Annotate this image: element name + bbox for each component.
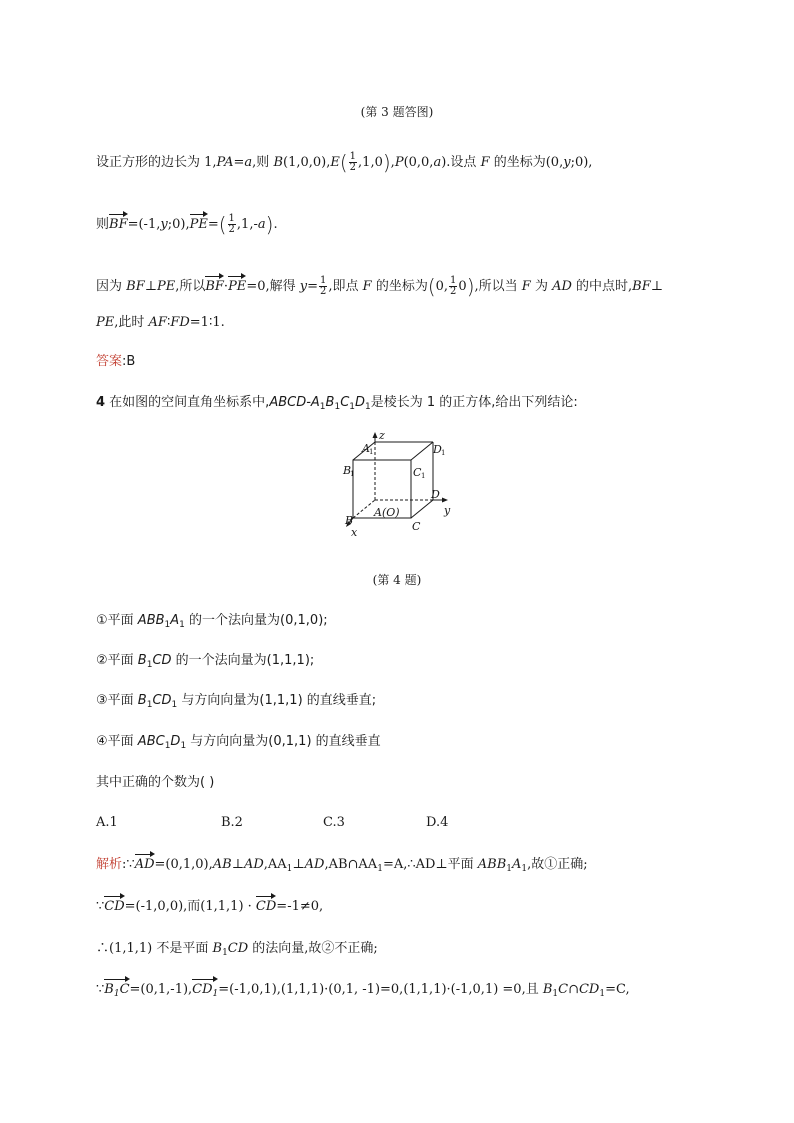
text: ,此时 [114, 315, 149, 330]
text: ,所以当 [474, 279, 522, 294]
text: ,1,- [236, 217, 258, 232]
label-c: C [412, 520, 421, 533]
answer-line [96, 353, 135, 371]
vector-bf: BF [205, 279, 224, 294]
text: = [307, 279, 319, 294]
point-b: B [273, 155, 283, 170]
option-b: B.2 [221, 815, 243, 830]
option-c: C.3 [323, 815, 345, 830]
analysis-label: 解析 [96, 857, 123, 872]
seg-pe: PE [156, 279, 176, 294]
text: . [273, 217, 278, 232]
text: ;0), [570, 155, 593, 170]
seg-bf: BF [632, 279, 651, 294]
text: 0, [435, 279, 449, 294]
vector-cd: CD [104, 899, 125, 914]
question-number: 4 [96, 395, 106, 410]
text: 设正方形的边长为 1, [96, 155, 217, 170]
var-y: y [160, 217, 168, 232]
solution-line-1: 设正方形的边长为 1,PA=a,则 B(1,0,0),E( $\frac{1}{2}$ ,1,0),P(0,0,a).设点 F 的坐标为(0,y;0), [96, 150, 593, 175]
text: =0,解得 [246, 279, 300, 294]
seg-fd: FD [170, 315, 190, 330]
coord-e: ,1,0 [358, 155, 383, 170]
seg-af: AF [148, 315, 167, 330]
label-d1: D [433, 443, 442, 456]
analysis-line-1: 解析$:\because AD=(0,1,0),AB\perp AD,AA_1\perp AD,AB\cap AA_1=A,\therefore AD\perp$平面 $ABB_1A_1$,故①正确; [96, 857, 588, 874]
analysis-line-2: ∵CD=(-1,0,0),而(1,1,1) · CD=-1≠0, [96, 899, 324, 914]
figure-caption-q4: (第 4 题) [372, 573, 422, 587]
fraction: $\frac{1}{2}$ [450, 275, 457, 297]
vector-pe: PE [189, 217, 208, 232]
point-e: E [330, 155, 340, 170]
answer-value: B [126, 354, 136, 369]
statement-1: ①平面 $ABB_1A_1$ 的一个法向量为(0,1,0); [96, 613, 328, 630]
perp-symbol: ⊥ [650, 279, 663, 294]
perp-symbol: ⊥ [144, 279, 157, 294]
label-c1: C [413, 466, 422, 479]
var-y: y [563, 155, 571, 170]
svg-text:1: 1 [441, 449, 446, 457]
vector-b1c: $B_1C$ [104, 981, 129, 1003]
var-pa: PA [216, 155, 234, 170]
answer-label: 答案 [96, 354, 123, 369]
text: 则 [96, 217, 110, 232]
label-x: x [351, 526, 358, 539]
fraction: $\frac{1}{2}$ [349, 151, 357, 173]
point-f: F [521, 279, 531, 294]
point-p: P [394, 155, 404, 170]
cube-figure [338, 432, 458, 544]
var-y: y [299, 279, 308, 294]
question-ask: 其中正确的个数为( ) [96, 775, 215, 790]
svg-text:1: 1 [350, 470, 355, 478]
seg-bf: BF [126, 279, 145, 294]
label-b1: B [343, 464, 352, 477]
figure-caption-q3: (第 3 题答图) [360, 105, 434, 119]
var-a: a [257, 217, 266, 232]
label-y: y [444, 504, 451, 517]
solution-line-2: 则BF=(-1,y;0),PE=( $\frac{1}{2}$ ,1,-a). [96, 212, 278, 237]
analysis-line-4: $\because B_1C=(0,1,-1),CD_1=(-1,0,1),(1,1,1)\cdot(0,1$, -1)=0,(1,1,1)·(-1,0,1) =0,且 $B_1C\cap CD_1=C$, [96, 981, 630, 1003]
option-a: A.1 [96, 815, 118, 830]
text: 是棱长为 1 的正方体,给出下列结论: [370, 395, 578, 410]
coord-p: (0,0, [403, 155, 434, 170]
seg-ad: AD [552, 279, 572, 294]
ratio-symbol: ∶ [166, 315, 171, 330]
dot: · [223, 279, 229, 294]
vector-cd: CD [255, 899, 277, 914]
label-b: B [345, 514, 354, 527]
fraction: $\frac{1}{2}$ [228, 213, 235, 235]
label-z: z [379, 432, 385, 442]
text: = [207, 217, 219, 232]
solution-line-4 [96, 314, 225, 332]
text: 在如图的空间直角坐标系中, [105, 395, 270, 410]
text: 为 [530, 279, 553, 294]
var-a: a [433, 155, 442, 170]
point-f: F [480, 155, 490, 170]
fraction: $\frac{1}{2}$ [320, 275, 327, 297]
solution-line-3: 因为 BF⊥PE,所以BF·PE=0,解得 y= $\frac{1}{2}$ ,即点 F 的坐标为(0, $\frac{1}{2}$ 0),所以当 F 为 AD 的中点时,BF⊥ [96, 274, 663, 299]
text: 的坐标为(0, [489, 155, 564, 170]
text: 的坐标为 [371, 279, 428, 294]
text: 因为 [96, 279, 127, 294]
text: 的中点时, [571, 279, 633, 294]
label-d: D [431, 488, 440, 501]
text: ).设点 [441, 155, 481, 170]
statement-3: ③平面 $B_1CD_1$ 与方向向量为(1,1,1) 的直线垂直; [96, 693, 377, 710]
vector-ad: AD [134, 857, 155, 872]
svg-text:1: 1 [421, 472, 426, 480]
option-d: D.4 [426, 815, 449, 830]
vector-bf: BF [109, 217, 128, 232]
text: 0 [458, 279, 467, 294]
label-a-origin: A(O) [374, 506, 400, 519]
text: ,则 [252, 155, 274, 170]
text: = [233, 155, 245, 170]
var-a: a [244, 155, 253, 170]
text: ,即点 [328, 279, 363, 294]
seg-pe: PE [96, 315, 115, 330]
vector-cd1: $CD_1$ [192, 981, 218, 1003]
text: =(-1, [127, 217, 161, 232]
text: ,所以 [175, 279, 206, 294]
coord-b: (1,0,0), [283, 155, 331, 170]
statement-4: ④平面 $ABC_1D_1$ 与方向向量为(0,1,1) 的直线垂直 [96, 734, 381, 751]
statement-2: ②平面 $B_1CD$ 的一个法向量为(1,1,1); [96, 653, 315, 670]
point-f: F [362, 279, 372, 294]
label-a1: A [362, 442, 370, 455]
analysis-line-3: ∴(1,1,1) 不是平面 $B_1CD$ 的法向量,故②不正确; [96, 941, 378, 958]
text: : [122, 354, 127, 369]
cube-name: ABCD-A [269, 395, 320, 410]
text: ;0), [167, 217, 190, 232]
question-4-stem: 4 在如图的空间直角坐标系中$,ABCD-A_1B_1C_1D_1$是棱长为 1 的正方体,给出下列结论: [96, 395, 578, 412]
svg-text:1: 1 [369, 448, 374, 456]
vector-pe: PE [228, 279, 247, 294]
text: =1∶1. [189, 315, 225, 330]
